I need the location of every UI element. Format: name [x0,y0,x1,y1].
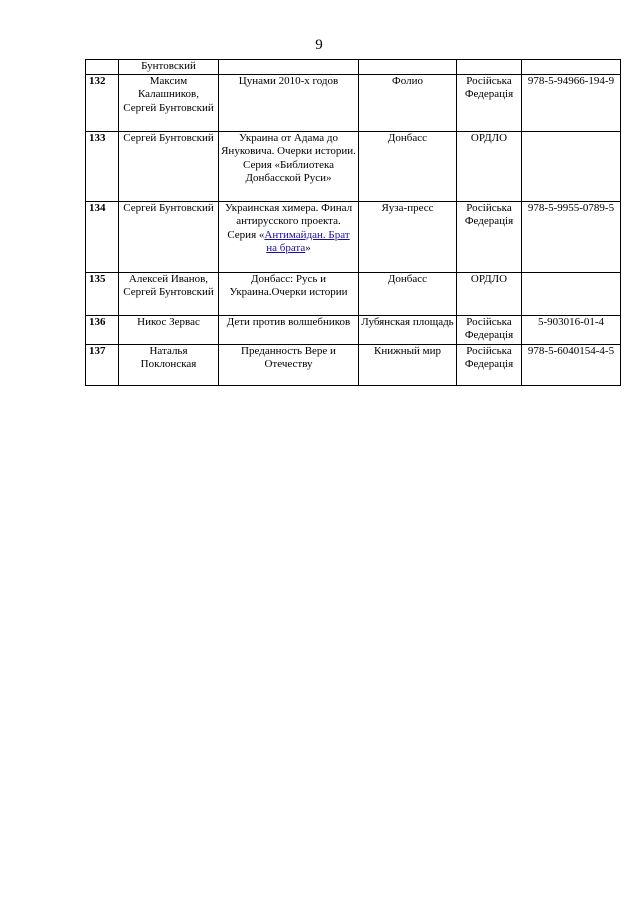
cell-author: Алексей Иванов, Сергей Бунтовский [119,272,219,315]
cell-publisher: Донбасс [359,272,457,315]
cell-publisher: Фолио [359,74,457,131]
cell-author: Никос Зервас [119,315,219,344]
title-text-end: » [305,242,311,254]
cell-num: 135 [86,272,119,315]
cell-title [219,60,359,75]
cell-isbn: 5-903016-01-4 [522,315,621,344]
cell-country: Російська Федерація [457,315,522,344]
cell-num [86,60,119,75]
cell-num: 134 [86,201,119,272]
title-text: Украинская химера. Финал антирусского проекта. Серия « [224,201,353,241]
books-table [85,59,621,386]
page-number: 9 [315,37,323,53]
cell-title [219,201,359,272]
cell-title: Дети против волшебников [219,315,359,344]
cell-country: Російська Федерація [457,201,522,272]
cell-author: Бунтовский [119,60,219,75]
cell-country: ОРДЛО [457,272,522,315]
cell-author: Наталья Поклонская [119,344,219,385]
cell-title: Донбасс: Русь и Украина.Очерки истории [219,272,359,315]
series-link[interactable]: Антимайдан. Брат на брата [264,228,350,254]
cell-isbn: 978-5-9955-0789-5 [522,201,621,272]
cell-publisher: Яуза-пресс [359,201,457,272]
table-row-continuation [86,60,621,75]
cell-publisher [359,60,457,75]
cell-author: Максим Калашников, Сергей Бунтовский [119,74,219,131]
cell-country: ОРДЛО [457,131,522,201]
cell-country: Російська Федерація [457,74,522,131]
cell-isbn: 978-5-6040154-4-5 [522,344,621,385]
table-row [86,272,621,315]
cell-isbn [522,60,621,75]
cell-author: Сергей Бунтовский [119,131,219,201]
cell-author: Сергей Бунтовский [119,201,219,272]
cell-num: 136 [86,315,119,344]
cell-num: 133 [86,131,119,201]
table-row [86,315,621,344]
cell-isbn [522,272,621,315]
cell-title: Украина от Адама до Януковича. Очерки истории. Серия «Библиотека Донбасской Руси» [219,131,359,201]
cell-num: 137 [86,344,119,385]
cell-title: Преданность Вере и Отечеству [219,344,359,385]
table-row [86,201,621,272]
cell-title: Цунами 2010-х годов [219,74,359,131]
table-row [86,74,621,131]
cell-country: Російська Федерація [457,344,522,385]
table-row [86,131,621,201]
cell-num: 132 [86,74,119,131]
cell-publisher: Донбасс [359,131,457,201]
table-row [86,344,621,385]
cell-publisher: Лубянская площадь [359,315,457,344]
cell-isbn [522,131,621,201]
cell-country [457,60,522,75]
cell-isbn: 978-5-94966-194-9 [522,74,621,131]
cell-publisher: Книжный мир [359,344,457,385]
